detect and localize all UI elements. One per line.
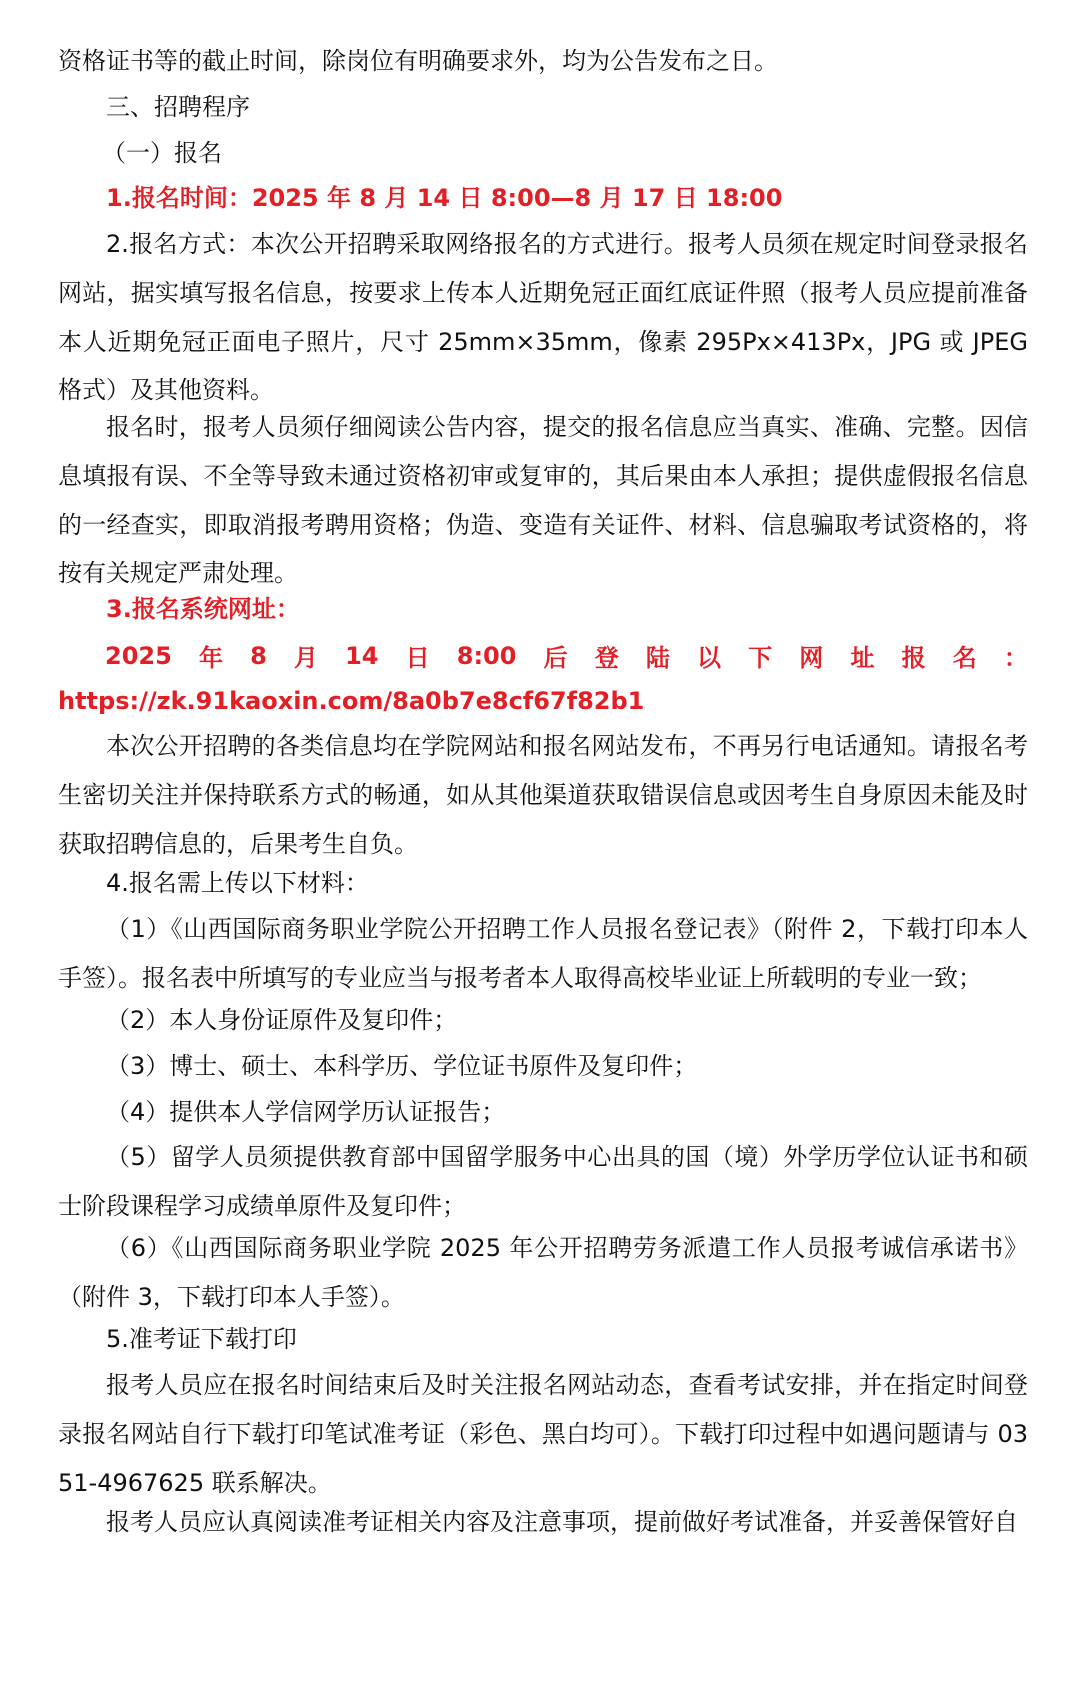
- date-token: 日: [405, 644, 430, 672]
- date-token: 下: [748, 644, 773, 672]
- paragraph-continuation: 资格证书等的截止时间，除岗位有明确要求外，均为公告发布之日。: [58, 47, 778, 75]
- date-token: 后: [543, 644, 568, 672]
- material-item-6: （6）《山西国际商务职业学院 2025 年公开招聘劳务派遣工作人员报考诚信承诺书》（附件 3，下载打印本人手签）。: [58, 1234, 1028, 1311]
- registration-system-date-line: [105, 631, 1028, 680]
- materials-heading: 4.报名需上传以下材料：: [106, 869, 369, 897]
- date-token: 2025: [105, 641, 172, 670]
- date-token: 名: [952, 644, 977, 672]
- date-token: 登: [594, 644, 619, 672]
- material-item-3: （3）博士、硕士、本科学历、学位证书原件及复印件；: [106, 1052, 698, 1080]
- paragraph-registration-method: 2.报名方式：本次公开招聘采取网络报名的方式进行。报考人员须在规定时间登录报名网站，据实填写报名信息，按要求上传本人近期免冠正面红底证件照（报考人员应提前准备本人近期免冠正面电子照片，尺寸 25mm×35mm，像素 295Px×413Px，JPG 或 JPEG 格式）及其他资料。: [58, 230, 1028, 405]
- date-token: 月: [293, 644, 318, 672]
- registration-system-heading: 3.报名系统网址：: [106, 595, 300, 623]
- date-token: 14: [345, 641, 379, 670]
- date-token: 报: [901, 644, 926, 672]
- registration-time: 1.报名时间：2025 年 8 月 14 日 8:00—8 月 17 日 18:00: [106, 184, 783, 212]
- date-token: ：: [1003, 644, 1028, 672]
- paragraph-registration-notice: 报名时，报考人员须仔细阅读公告内容，提交的报名信息应当真实、准确、完整。因信息填报有误、不全等导致未通过资格初审或复审的，其后果由本人承担；提供虚假报名信息的一经查实，即取消报考聘用资格；伪造、变造有关证件、材料、信息骗取考试资格的，将按有关规定严肃处理。: [58, 413, 1028, 588]
- material-item-2: （2）本人身份证原件及复印件；: [106, 1006, 458, 1034]
- date-token: 年: [198, 644, 223, 672]
- paragraph-final: 报考人员应认真阅读准考证相关内容及注意事项，提前做好考试准备，并妥善保管好自: [106, 1508, 1018, 1536]
- date-token: 8:00: [456, 641, 517, 670]
- material-item-4: （4）提供本人学信网学历认证报告；: [106, 1098, 506, 1126]
- paragraph-information-notice: 本次公开招聘的各类信息均在学院网站和报名网站发布，不再另行电话通知。请报名考生密切关注并保持联系方式的畅通，如从其他渠道获取错误信息或因考生自身原因未能及时获取招聘信息的，后果考生自负。: [58, 732, 1028, 858]
- date-token: 以: [697, 644, 722, 672]
- date-token: 陆: [645, 644, 670, 672]
- registration-system-url-link[interactable]: https://zk.91kaoxin.com/8a0b7e8cf67f82b1: [58, 687, 645, 715]
- admission-ticket-heading: 5.准考证下载打印: [106, 1325, 297, 1353]
- date-token: 址: [850, 644, 875, 672]
- date-token: 网: [799, 644, 824, 672]
- heading-recruitment-procedure: 三、招聘程序: [106, 93, 250, 121]
- material-item-1: （1）《山西国际商务职业学院公开招聘工作人员报名登记表》（附件 2，下载打印本人手签）。报名表中所填写的专业应当与报考者本人取得高校毕业证上所载明的专业一致；: [58, 915, 1028, 992]
- date-token: 8: [250, 641, 267, 670]
- material-item-5: （5）留学人员须提供教育部中国留学服务中心出具的国（境）外学历学位认证书和硕士阶段课程学习成绩单原件及复印件；: [58, 1143, 1028, 1220]
- paragraph-admission-ticket: 报考人员应在报名时间结束后及时关注报名网站动态，查看考试安排，并在指定时间登录报名网站自行下载打印笔试准考证（彩色、黑白均可）。下载打印过程中如遇问题请与 0351-4967625 联系解决。: [58, 1371, 1028, 1497]
- heading-registration: （一）报名: [102, 139, 222, 167]
